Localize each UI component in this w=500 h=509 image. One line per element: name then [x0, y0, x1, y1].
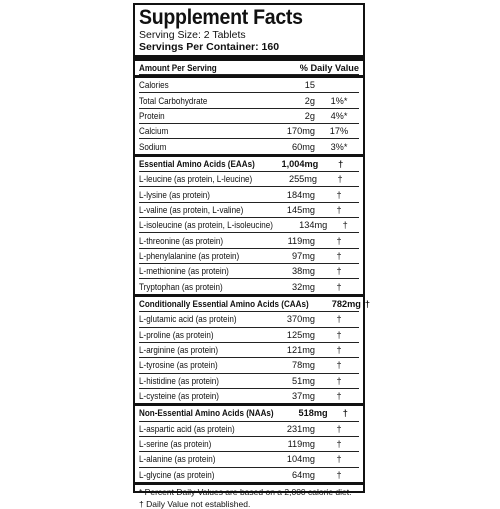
- nutrient-name: L-threonine (as protein): [139, 235, 224, 246]
- amino-acid-row: [139, 358, 359, 373]
- nutrient-daily-value: †: [336, 189, 342, 200]
- caa-section: [139, 297, 371, 403]
- nutrient-daily-value: †: [336, 266, 342, 277]
- footnote-percent-dv: * Percent Daily Values are based on a 2,000 calorie diet.: [139, 486, 352, 497]
- nutrient-daily-value: †: [336, 423, 342, 434]
- nutrient-row: [139, 93, 359, 108]
- caa-header-row: [139, 297, 371, 312]
- nutrient-amount: 38mg: [292, 266, 315, 277]
- medium-divider: [135, 482, 363, 485]
- nutrient-amount: 231mg: [286, 423, 315, 434]
- nutrient-name: L-glutamic acid (as protein): [139, 314, 237, 325]
- nutrient-daily-value: †: [336, 469, 342, 480]
- nutrient-daily-value: †: [336, 314, 342, 325]
- nutrient-name: L-valine (as protein, L-valine): [139, 204, 244, 215]
- nutrient-amount: 125mg: [286, 329, 315, 340]
- footnote-dv-not-established: † Daily Value not established.: [139, 498, 251, 509]
- nutrient-name: L-arginine (as protein): [139, 345, 219, 356]
- nutrient-amount: 518mg: [298, 408, 328, 419]
- nutrient-daily-value: †: [338, 158, 344, 169]
- nutrient-daily-value: †: [336, 281, 342, 292]
- nutrient-amount: 64mg: [292, 469, 315, 480]
- eaa-section: [139, 157, 359, 294]
- nutrient-amount: 51mg: [292, 375, 315, 386]
- nutrient-daily-value: †: [342, 408, 348, 419]
- amino-acid-row: [139, 343, 359, 358]
- nutrient-daily-value: †: [336, 250, 342, 261]
- nutrient-amount: 170mg: [286, 126, 315, 137]
- nutrient-name: L-tyrosine (as protein): [139, 360, 218, 371]
- nutrient-daily-value: †: [336, 360, 342, 371]
- amino-acid-row: [139, 312, 359, 327]
- nutrient-name: L-cysteine (as protein): [139, 391, 219, 402]
- column-header: [139, 61, 359, 75]
- nutrient-daily-value: †: [337, 174, 343, 185]
- servings-per-container: Servings Per Container: 160: [139, 41, 280, 53]
- nutrient-daily-value: †: [336, 439, 342, 450]
- nutrient-daily-value: †: [336, 329, 342, 340]
- amino-acid-row: [139, 264, 359, 279]
- nutrient-amount: 97mg: [292, 250, 315, 261]
- nutrient-name: L-lysine (as protein): [139, 189, 211, 200]
- eaa-header-row: [139, 157, 359, 172]
- nutrient-amount: 60mg: [292, 141, 315, 152]
- nutrient-daily-value: †: [336, 391, 342, 402]
- amount-per-serving-label: Amount Per Serving: [139, 62, 217, 73]
- nutrient-name: L-serine (as protein): [139, 439, 212, 450]
- nutrient-daily-value: 3%*: [330, 141, 348, 152]
- nutrient-name: Sodium: [139, 141, 167, 152]
- daily-value-label: % Daily Value: [299, 62, 359, 73]
- nutrient-name: Tryptophan (as protein): [139, 281, 223, 292]
- nutrient-daily-value: 1%*: [330, 95, 348, 106]
- nutrient-amount: 2g: [304, 110, 315, 121]
- nutrient-row: [139, 139, 359, 153]
- nutrient-row: [139, 124, 359, 139]
- nutrient-amount: 15: [304, 80, 315, 91]
- nutrient-daily-value: †: [342, 220, 348, 231]
- nutrient-daily-value: 4%*: [330, 110, 348, 121]
- nutrient-daily-value: †: [336, 454, 342, 465]
- nutrient-name: L-methionine (as protein): [139, 266, 229, 277]
- nutrient-name: L-proline (as protein): [139, 329, 214, 340]
- nutrient-amount: 32mg: [292, 281, 315, 292]
- naa-section: [139, 406, 359, 482]
- panel-title: Supplement Facts: [139, 6, 303, 29]
- nutrient-name: L-aspartic acid (as protein): [139, 423, 235, 434]
- nutrient-name: Calcium: [139, 126, 169, 137]
- nutrient-row: [139, 109, 359, 124]
- nutrient-name: L-glycine (as protein): [139, 469, 215, 480]
- nutrient-name: L-isoleucine (as protein, L-isoleucine): [139, 220, 273, 231]
- nutrient-amount: 1,004mg: [281, 158, 319, 169]
- amino-acid-row: [139, 328, 359, 343]
- amino-acid-row: [139, 187, 359, 202]
- amino-acid-row: [139, 422, 359, 437]
- nutrient-amount: 121mg: [286, 345, 315, 356]
- nutrient-daily-value: †: [364, 298, 371, 309]
- nutrient-amount: 255mg: [288, 174, 318, 185]
- nutrient-name: Conditionally Essential Amino Acids (CAAs): [139, 298, 309, 309]
- nutrient-name: Total Carbohydrate: [139, 95, 208, 106]
- nutrient-amount: 78mg: [292, 360, 315, 371]
- amino-acid-row: [139, 389, 359, 403]
- amino-acid-row: [139, 468, 359, 482]
- amino-acid-row: [139, 452, 359, 467]
- serving-size: Serving Size: 2 Tablets: [139, 29, 246, 41]
- nutrient-amount: 104mg: [286, 454, 315, 465]
- amino-acid-row: [139, 172, 359, 187]
- nutrient-amount: 134mg: [299, 220, 328, 231]
- nutrient-daily-value: 17%: [329, 126, 349, 137]
- nutrient-amount: 119mg: [287, 235, 315, 246]
- nutrient-name: L-alanine (as protein): [139, 454, 216, 465]
- nutrient-daily-value: †: [336, 345, 342, 356]
- amino-acid-row: [139, 203, 359, 218]
- nutrient-name: Essential Amino Acids (EAAs): [139, 158, 255, 169]
- nutrient-list: [139, 78, 359, 154]
- nutrient-name: L-phenylalanine (as protein): [139, 250, 240, 261]
- nutrient-name: L-leucine (as protein, L-leucine): [139, 174, 253, 185]
- nutrient-amount: 145mg: [286, 204, 315, 215]
- amino-acid-row: [139, 218, 359, 233]
- naa-header-row: [139, 406, 359, 421]
- nutrient-amount: 2g: [304, 95, 315, 106]
- nutrient-amount: 370mg: [286, 314, 315, 325]
- nutrient-daily-value: †: [336, 375, 342, 386]
- nutrient-amount: 37mg: [292, 391, 315, 402]
- nutrient-name: Non-Essential Amino Acids (NAAs): [139, 408, 274, 419]
- amino-acid-row: [139, 374, 359, 389]
- amino-acid-row: [139, 279, 359, 293]
- nutrient-daily-value: †: [336, 235, 342, 246]
- amino-acid-row: [139, 233, 359, 248]
- nutrient-name: Calories: [139, 80, 169, 91]
- amino-acid-row: [139, 437, 359, 452]
- amino-acid-row: [139, 249, 359, 264]
- nutrient-name: Protein: [139, 110, 165, 121]
- supplement-facts-panel: [133, 3, 371, 509]
- nutrient-row: [139, 78, 359, 93]
- nutrient-amount: 184mg: [286, 189, 315, 200]
- nutrient-amount: 119mg: [287, 439, 315, 450]
- nutrient-name: L-histidine (as protein): [139, 375, 219, 386]
- nutrient-daily-value: †: [336, 204, 342, 215]
- nutrient-amount: 782mg: [331, 298, 361, 309]
